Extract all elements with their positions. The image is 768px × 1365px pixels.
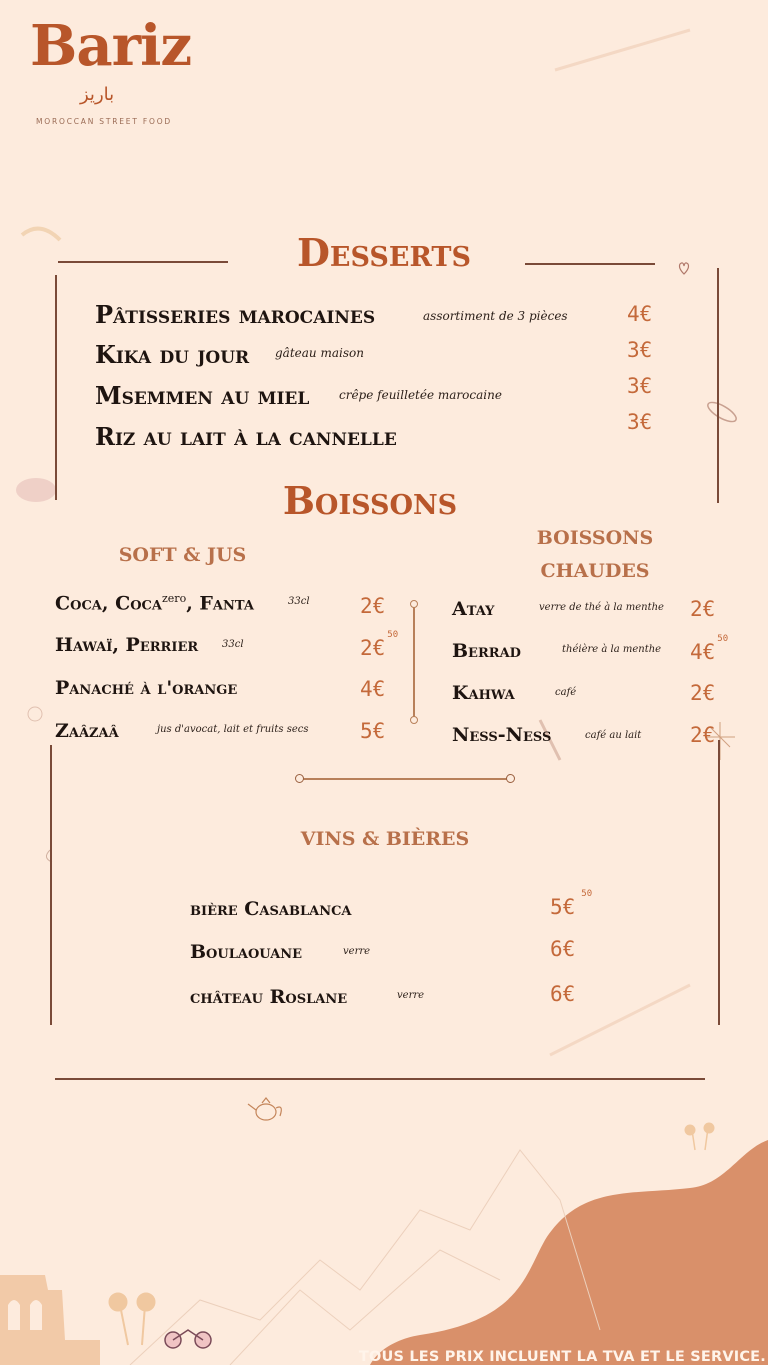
- dessert-item-name: Kika du jour: [95, 340, 250, 369]
- price-cents: 50: [387, 630, 399, 640]
- price-value: 6€: [550, 982, 576, 1006]
- dessert-item-desc: crêpe feuilletée marocaine: [339, 388, 502, 402]
- price-value: 4€: [360, 677, 386, 701]
- price-value: 2€: [360, 636, 386, 660]
- soft-item-name: Hawaï, Perrier: [55, 634, 199, 656]
- hot-item-price: [690, 723, 715, 747]
- separator-dot: [410, 716, 418, 724]
- hot-item-price: [690, 634, 729, 664]
- divider-line: [525, 263, 655, 265]
- bicycle-icon: [165, 1330, 211, 1348]
- vin-item-desc: verre: [397, 990, 425, 1001]
- dessert-item-name: Pâtisseries marocaines: [95, 300, 376, 329]
- teapot-icon: [248, 1098, 281, 1120]
- soft-item-name: Zaâzaâ: [55, 720, 119, 742]
- price-value: 2€: [360, 594, 386, 618]
- dessert-item-name: Riz au lait à la cannelle: [95, 422, 397, 451]
- soft-item-desc: 33cl: [222, 639, 244, 650]
- price-value: 2€: [690, 681, 716, 705]
- soft-item-desc: jus d'avocat, lait et fruits secs: [157, 724, 309, 735]
- frame-line: [717, 268, 719, 503]
- divider-line: [58, 261, 228, 263]
- soft-item-name-part: , Fanta: [186, 592, 254, 615]
- soft-item-price: [360, 719, 385, 743]
- horizontal-separator: [300, 778, 510, 780]
- subsection-title-vins: VINS & BIÈRES: [300, 828, 470, 850]
- frame-line: [718, 740, 720, 1025]
- soft-item-price: [360, 594, 385, 618]
- dessert-item-desc: gâteau maison: [275, 346, 364, 360]
- column-separator: [413, 604, 415, 719]
- brand-tagline: MOROCCAN STREET FOOD: [36, 117, 172, 126]
- section-title-boissons: Boissons: [282, 478, 458, 523]
- soft-item-price: [360, 630, 399, 660]
- subsection-title-chaudes-2: CHAUDES: [540, 560, 650, 582]
- heart-icon: [680, 263, 689, 274]
- price-value: 6€: [550, 937, 576, 961]
- hot-item-name: Ness-Ness: [452, 724, 552, 746]
- soft-item-name: Panaché à l'orange: [55, 677, 238, 699]
- separator-dot: [410, 600, 418, 608]
- hot-item-price: [690, 597, 715, 621]
- soft-item-price: [360, 677, 385, 701]
- hot-item-name: Atay: [452, 598, 495, 620]
- section-title-desserts: Desserts: [296, 230, 472, 275]
- vin-item-price: [550, 937, 575, 961]
- decorative-blob: [370, 1140, 768, 1365]
- subsection-title-soft: SOFT & JUS: [118, 544, 247, 566]
- hot-item-desc: verre de thé à la menthe: [539, 602, 664, 613]
- hot-item-desc: café: [555, 687, 577, 698]
- vin-item-name: bière Casablanca: [190, 898, 352, 920]
- price-value: 5€: [360, 719, 386, 743]
- hot-item-name: Berrad: [452, 640, 521, 662]
- separator-dot: [506, 774, 515, 783]
- frame-line: [50, 745, 52, 1025]
- vin-item-name: Boulaouane: [190, 941, 303, 963]
- dessert-item-price: 4€: [627, 302, 653, 326]
- separator-dot: [295, 774, 304, 783]
- price-value: 2€: [690, 723, 716, 747]
- vin-item-price: [550, 889, 593, 919]
- price-value: 4€: [690, 640, 716, 664]
- frame-line: [55, 275, 57, 500]
- price-cents: 50: [717, 634, 729, 644]
- dessert-item-price: 3€: [627, 410, 653, 434]
- vin-item-price: [550, 982, 575, 1006]
- subsection-title-chaudes-1: BOISSONS: [536, 527, 654, 549]
- hot-item-desc: café au lait: [585, 730, 642, 741]
- footer-note: TOUS LES PRIX INCLUENT LA TVA ET LE SERVICE.: [358, 1349, 766, 1365]
- zero-label: zero: [162, 592, 187, 605]
- price-cents: 50: [581, 889, 593, 899]
- hands-icon: [16, 478, 56, 502]
- soft-item-desc: 33cl: [288, 596, 310, 607]
- vin-item-desc: verre: [343, 946, 371, 957]
- dessert-item-desc: assortiment de 3 pièces: [423, 309, 568, 323]
- divider-line: [55, 1078, 705, 1080]
- soft-item-name-part: Coca, Coca: [55, 592, 162, 615]
- price-value: 5€: [550, 895, 576, 919]
- vin-item-name: château Roslane: [190, 986, 348, 1008]
- dessert-item-name: Msemmen au miel: [95, 381, 310, 410]
- brand-logo: Bariz: [30, 13, 192, 79]
- price-value: 2€: [690, 597, 716, 621]
- dessert-item-price: 3€: [627, 338, 653, 362]
- dessert-item-price: 3€: [627, 374, 653, 398]
- hot-item-price: [690, 681, 715, 705]
- hot-item-name: Kahwa: [452, 682, 515, 704]
- bread-icon: [705, 399, 739, 425]
- soft-item-name: [55, 592, 254, 614]
- hot-item-desc: théière à la menthe: [562, 644, 662, 655]
- brand-arabic-name: باريز: [80, 84, 115, 105]
